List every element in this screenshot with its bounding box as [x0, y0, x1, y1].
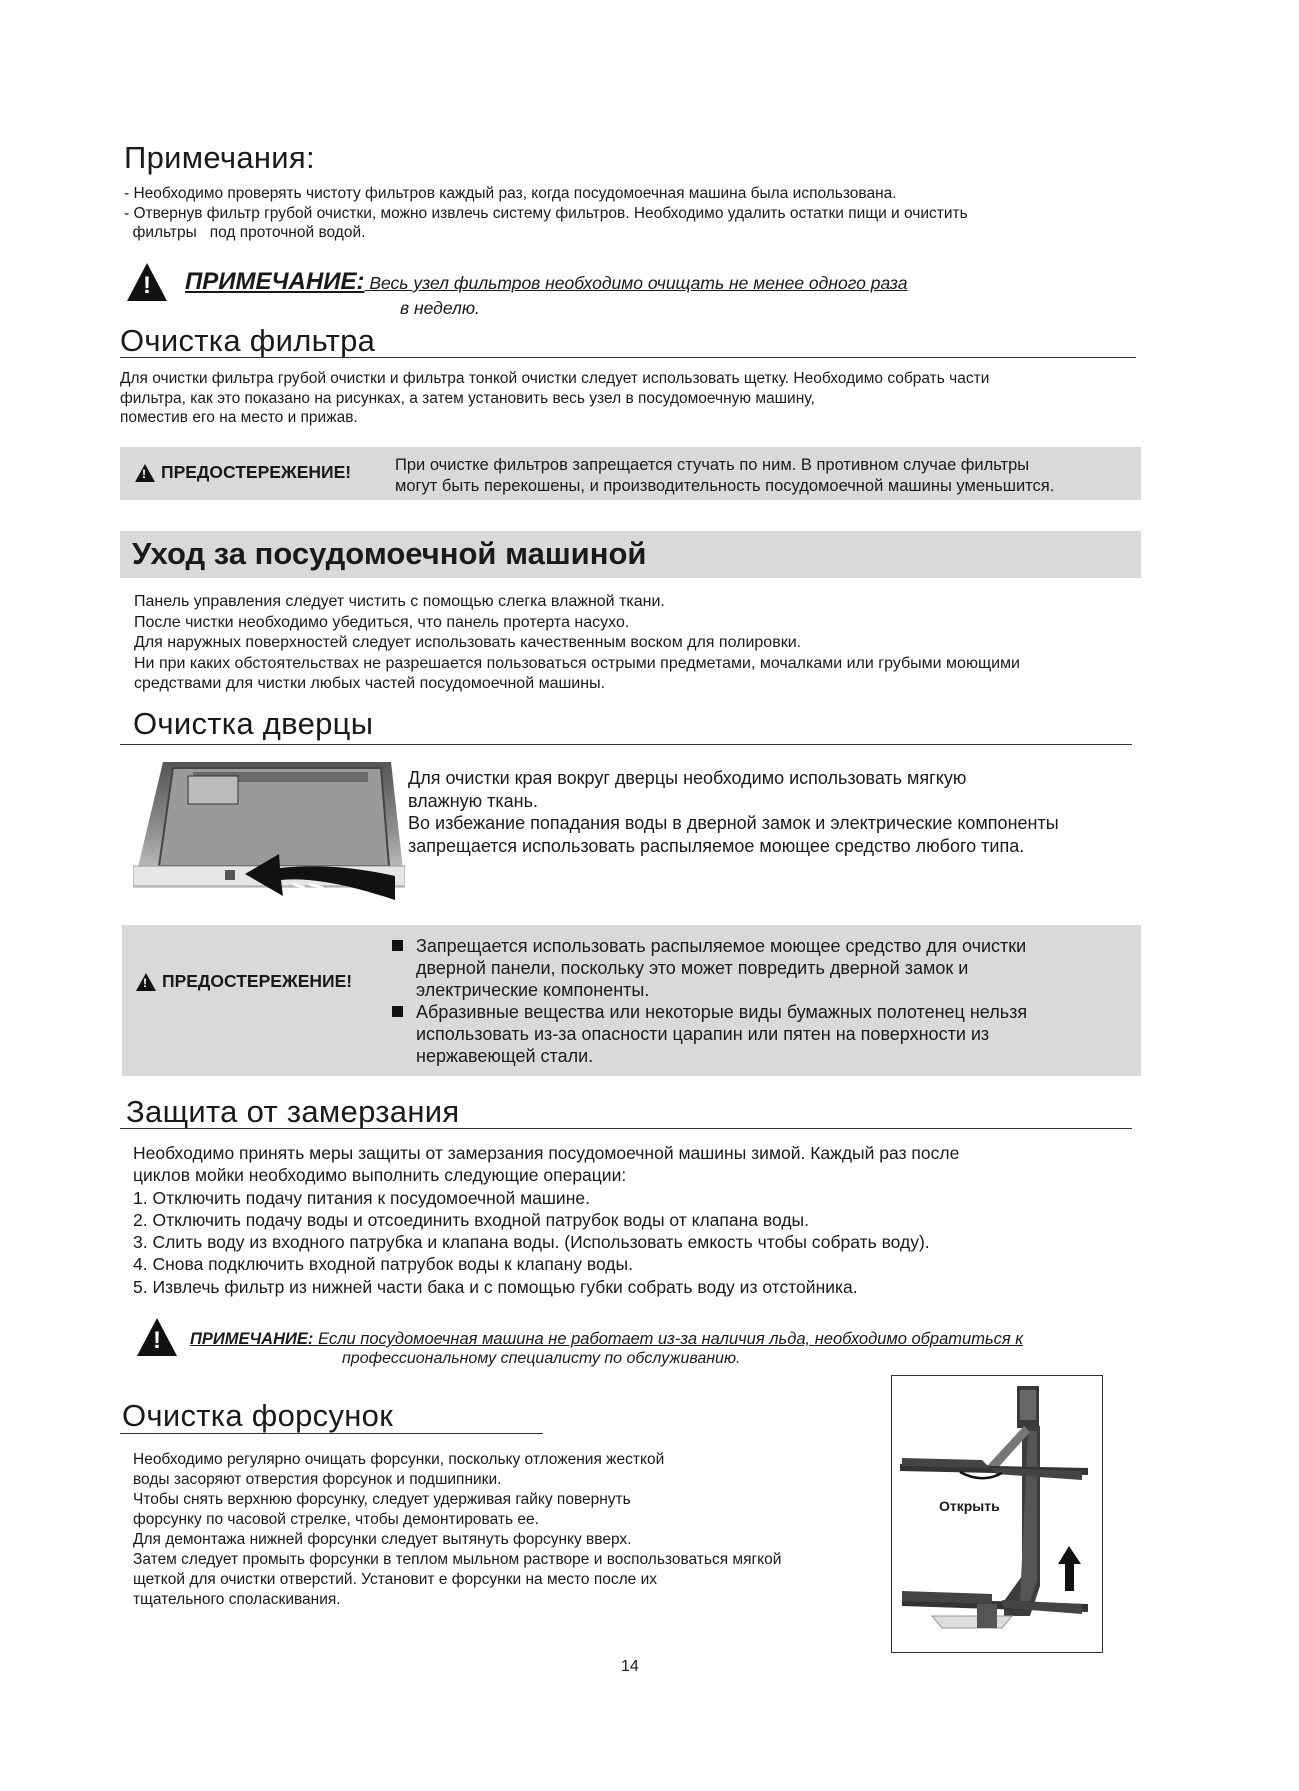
section-title-filter: Очистка фильтра [120, 323, 376, 358]
nozzles-line-2: воды засоряют отверстия форсунок и подшипники. [133, 1471, 502, 1488]
door-line-2: влажную ткань. [408, 790, 538, 811]
warning-text [395, 455, 1054, 497]
door-warning-item-1 [392, 935, 1027, 1001]
dishwasher-door-image [133, 758, 405, 914]
warning-triangle-icon: ! [127, 263, 167, 301]
warning-label [136, 971, 352, 992]
care-line-5: средствами для чистки любых частей посудомоечной машины. [134, 675, 606, 692]
door-line-3: Во избежание попадания воды в дверной замок и электрические компоненты [408, 813, 1059, 833]
door-warning-line: электрические компоненты. [416, 980, 650, 1000]
section-rule [120, 1433, 543, 1434]
section-rule [120, 744, 1132, 745]
door-warning-list [392, 935, 1027, 1067]
warning-line-2: могут быть перекошены, и производительность посудомоечной машины уменьшится. [395, 477, 1055, 495]
warning-icon [135, 464, 155, 482]
care-text [134, 592, 1020, 695]
note-ice [190, 1330, 1023, 1349]
door-warning-item-2 [392, 1001, 1027, 1067]
frost-line-5: 3. Слить воду из входного патрубка и клапана воды. (Использовать емкость чтобы собрать воду). [133, 1232, 930, 1253]
warning-triangle-icon: ! [137, 1318, 177, 1356]
nozzles-line-1: Необходимо регулярно очищать форсунки, поскольку отложения жесткой [133, 1451, 665, 1468]
filter-line-2: фильтра, как это показано на рисунках, а затем установить весь узел в посудомоечную машину, [120, 389, 815, 407]
note-filters-weekly [185, 268, 907, 296]
note-head: ПРИМЕЧАНИЕ: [190, 1330, 314, 1348]
note-text-cont: в неделю. [400, 298, 480, 318]
square-bullet-icon [392, 1006, 403, 1017]
notes-text [124, 184, 1124, 243]
nozzles-line-7: щеткой для очистки отверстий. Установит е форсунки на место после их [133, 1571, 657, 1588]
warning-label-text: ПРЕДОСТЕРЕЖЕНИЕ! [161, 462, 352, 482]
warning-line-1: При очистке фильтров запрещается стучать по ним. В противном случае фильтры [395, 456, 1030, 474]
warning-label [135, 462, 351, 483]
door-text [408, 767, 1059, 857]
note-head: ПРИМЕЧАНИЕ: [185, 268, 365, 295]
note-text: Весь узел фильтров необходимо очищать не менее одного раза [364, 273, 908, 293]
note-text-cont: профессиональному специалисту по обслуживанию. [342, 1350, 741, 1367]
section-title-frost: Защита от замерзания [126, 1094, 460, 1129]
frost-line-1: Необходимо принять меры защиты от замерзания посудомоечной машины зимой. Каждый раз после [133, 1143, 960, 1163]
notes-line-1: - Необходимо проверять чистоту фильтров каждый раз, когда посудомоечная машина была использована. [124, 185, 897, 202]
door-warning-line: нержавеющей стали. [416, 1046, 594, 1066]
section-rule [120, 357, 1136, 358]
frost-text [133, 1142, 959, 1298]
door-warning-text: Абразивные вещества или некоторые виды бумажных полотенец нельзя [416, 1002, 1028, 1022]
filter-text [120, 369, 989, 428]
door-line-1: Для очистки края вокруг дверцы необходимо использовать мягкую [408, 768, 967, 788]
note-text: Если посудомоечная машина не работает из-за наличия льда, необходимо обратиться к [313, 1330, 1024, 1348]
frost-line-6: 4. Снова подключить входной патрубок воды к клапану воды. [133, 1254, 633, 1275]
door-warning-line: дверной панели, поскольку это может повредить дверной замок и [416, 958, 969, 978]
frost-line-4: 2. Отключить подачу воды и отсоединить входной патрубок воды от клапана воды. [133, 1209, 809, 1230]
care-line-2: После чистки необходимо убедиться, что панель протерта насухо. [134, 613, 630, 631]
notes-line-2: - Отвернув фильтр грубой очистки, можно извлечь систему фильтров. Необходимо удалить остатки пищи и очистить [124, 204, 968, 222]
door-warning-line: использовать из-за опасности царапин или пятен на поверхности из [416, 1024, 990, 1044]
door-warning-line [392, 1001, 1027, 1023]
filter-line-1: Для очистки фильтра грубой очистки и фильтра тонкой очистки следует использовать щетку. Необходимо собрать части [120, 370, 990, 387]
square-bullet-icon [392, 940, 403, 951]
section-title-care: Уход за посудомоечной машиной [132, 536, 647, 571]
door-line-4: запрещается использовать распыляемое моющее средство любого типа. [408, 835, 1025, 856]
filter-line-3: поместив его на место и прижав. [120, 409, 358, 426]
nozzles-line-8: тщательного споласкивания. [133, 1591, 341, 1608]
spray-arm-figure [891, 1375, 1103, 1653]
notes-line-3: фильтры под проточной водой. [124, 224, 366, 241]
section-title-door: Очистка дверцы [133, 706, 374, 741]
warning-icon [136, 973, 156, 991]
care-line-3: Для наружных поверхностей следует использовать качественным воском для полировки. [134, 634, 802, 651]
nozzles-text [133, 1450, 781, 1610]
section-title-nozzles: Очистка форсунок [122, 1398, 394, 1433]
open-label: Открыть [939, 1498, 1000, 1514]
door-warning-text: Запрещается использовать распыляемое моющее средство для очистки [416, 936, 1027, 956]
frost-line-7: 5. Извлечь фильтр из нижней части бака и с помощью губки собрать воду из отстойника. [133, 1276, 858, 1297]
nozzles-line-4: форсунку по часовой стрелке, чтобы демонтировать ее. [133, 1511, 539, 1528]
notes-title: Примечания: [124, 140, 315, 175]
spray-arm-image [892, 1376, 1102, 1652]
page-number: 14 [621, 1658, 639, 1675]
care-line-4: Ни при каких обстоятельствах не разрешается пользоваться острыми предметами, мочалками или грубыми моющими [134, 654, 1020, 672]
warning-label-text: ПРЕДОСТЕРЕЖЕНИЕ! [162, 971, 353, 991]
nozzles-line-6: Затем следует промыть форсунки в теплом мыльном растворе и воспользоваться мягкой [133, 1551, 782, 1568]
nozzles-line-5: Для демонтажа нижней форсунки следует вытянуть форсунку вверх. [133, 1531, 632, 1548]
section-rule [120, 1128, 1132, 1129]
door-warning-line [392, 935, 1027, 957]
nozzles-line-3: Чтобы снять верхнюю форсунку, следует удерживая гайку повернуть [133, 1491, 631, 1508]
frost-line-2: циклов мойки необходимо выполнить следующие операции: [133, 1165, 627, 1186]
care-line-1: Панель управления следует чистить с помощью слегка влажной ткани. [134, 593, 665, 610]
frost-line-3: 1. Отключить подачу питания к посудомоечной машине. [133, 1187, 590, 1208]
